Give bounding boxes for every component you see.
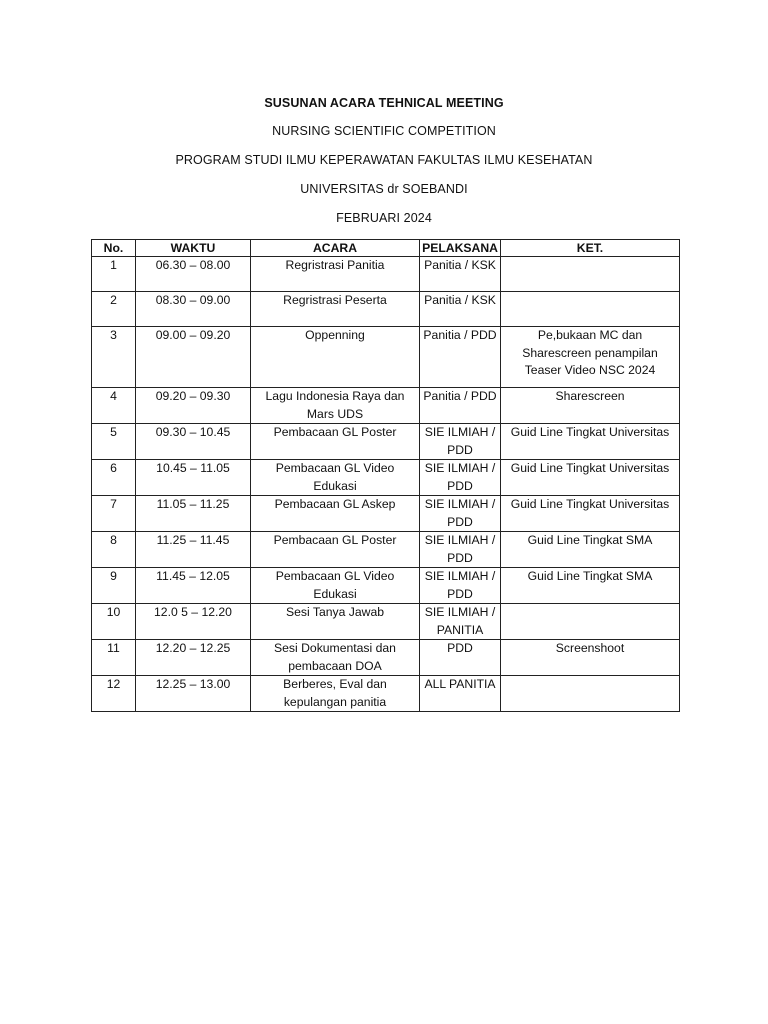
- column-header-waktu: WAKTU: [136, 240, 251, 257]
- cell-no: 7: [92, 496, 136, 532]
- cell-no: 11: [92, 640, 136, 676]
- cell-no: 8: [92, 532, 136, 568]
- column-header-no: No.: [92, 240, 136, 257]
- cell-waktu: 06.30 – 08.00: [136, 257, 251, 292]
- cell-waktu: 12.20 – 12.25: [136, 640, 251, 676]
- cell-pelaksana: Panitia / PDD: [420, 327, 501, 388]
- cell-ket: Guid Line Tingkat Universitas: [501, 424, 680, 460]
- cell-pelaksana: ALL PANITIA: [420, 676, 501, 712]
- schedule-table-body: [92, 257, 680, 712]
- cell-acara: Oppenning: [251, 327, 420, 388]
- table-row: [92, 604, 680, 640]
- table-row: [92, 676, 680, 712]
- cell-acara: Pembacaan GL Video Edukasi: [251, 568, 420, 604]
- table-row: [92, 388, 680, 424]
- cell-acara: Pembacaan GL Askep: [251, 496, 420, 532]
- cell-ket: [501, 676, 680, 712]
- schedule-table: [91, 239, 680, 712]
- cell-acara: Lagu Indonesia Raya dan Mars UDS: [251, 388, 420, 424]
- table-row: [92, 460, 680, 496]
- cell-no: 2: [92, 292, 136, 327]
- cell-pelaksana: Panitia / KSK: [420, 292, 501, 327]
- cell-ket: Screenshoot: [501, 640, 680, 676]
- document-title: SUSUNAN ACARA TEHNICAL MEETING: [264, 96, 504, 110]
- cell-ket: [501, 257, 680, 292]
- cell-waktu: 09.30 – 10.45: [136, 424, 251, 460]
- cell-ket: Guid Line Tingkat Universitas: [501, 496, 680, 532]
- table-header-row: [92, 240, 680, 257]
- document-subtitle-date: FEBRUARI 2024: [336, 211, 432, 225]
- cell-acara: Pembacaan GL Poster: [251, 532, 420, 568]
- cell-no: 3: [92, 327, 136, 388]
- cell-no: 9: [92, 568, 136, 604]
- cell-acara: Regristrasi Panitia: [251, 257, 420, 292]
- column-header-acara: ACARA: [251, 240, 420, 257]
- column-header-pelaksana: PELAKSANA: [420, 240, 501, 257]
- cell-pelaksana: SIE ILMIAH / PDD: [420, 496, 501, 532]
- table-row: [92, 568, 680, 604]
- cell-waktu: 09.00 – 09.20: [136, 327, 251, 388]
- cell-waktu: 11.25 – 11.45: [136, 532, 251, 568]
- cell-ket: Guid Line Tingkat SMA: [501, 568, 680, 604]
- cell-no: 5: [92, 424, 136, 460]
- cell-no: 4: [92, 388, 136, 424]
- cell-pelaksana: SIE ILMIAH / PDD: [420, 532, 501, 568]
- cell-no: 1: [92, 257, 136, 292]
- cell-pelaksana: PDD: [420, 640, 501, 676]
- cell-waktu: 12.0 5 – 12.20: [136, 604, 251, 640]
- cell-pelaksana: SIE ILMIAH / PANITIA: [420, 604, 501, 640]
- cell-acara: Pembacaan GL Poster: [251, 424, 420, 460]
- table-row: [92, 257, 680, 292]
- cell-waktu: 09.20 – 09.30: [136, 388, 251, 424]
- cell-no: 12: [92, 676, 136, 712]
- table-row: [92, 532, 680, 568]
- table-row: [92, 424, 680, 460]
- cell-waktu: 10.45 – 11.05: [136, 460, 251, 496]
- cell-no: 6: [92, 460, 136, 496]
- cell-acara: Berberes, Eval dan kepulangan panitia: [251, 676, 420, 712]
- cell-waktu: 08.30 – 09.00: [136, 292, 251, 327]
- cell-pelaksana: Panitia / PDD: [420, 388, 501, 424]
- document-subtitle-university: UNIVERSITAS dr SOEBANDI: [300, 182, 468, 196]
- column-header-ket: KET.: [501, 240, 680, 257]
- cell-acara: Sesi Tanya Jawab: [251, 604, 420, 640]
- cell-waktu: 12.25 – 13.00: [136, 676, 251, 712]
- document-subtitle-program: PROGRAM STUDI ILMU KEPERAWATAN FAKULTAS ILMU KESEHATAN: [175, 153, 593, 167]
- cell-ket: Pe,bukaan MC dan Sharescreen penampilan Teaser Video NSC 2024: [501, 327, 680, 388]
- table-row: [92, 327, 680, 388]
- table-row: [92, 292, 680, 327]
- table-row: [92, 496, 680, 532]
- cell-ket: [501, 292, 680, 327]
- cell-no: 10: [92, 604, 136, 640]
- cell-ket: Guid Line Tingkat Universitas: [501, 460, 680, 496]
- cell-pelaksana: Panitia / KSK: [420, 257, 501, 292]
- cell-acara: Sesi Dokumentasi dan pembacaan DOA: [251, 640, 420, 676]
- cell-pelaksana: SIE ILMIAH / PDD: [420, 568, 501, 604]
- cell-ket: [501, 604, 680, 640]
- cell-pelaksana: SIE ILMIAH / PDD: [420, 460, 501, 496]
- cell-waktu: 11.05 – 11.25: [136, 496, 251, 532]
- cell-acara: Regristrasi Peserta: [251, 292, 420, 327]
- cell-ket: Sharescreen: [501, 388, 680, 424]
- cell-waktu: 11.45 – 12.05: [136, 568, 251, 604]
- table-row: [92, 640, 680, 676]
- cell-acara: Pembacaan GL Video Edukasi: [251, 460, 420, 496]
- document-subtitle-competition: NURSING SCIENTIFIC COMPETITION: [272, 124, 496, 138]
- cell-pelaksana: SIE ILMIAH / PDD: [420, 424, 501, 460]
- cell-ket: Guid Line Tingkat SMA: [501, 532, 680, 568]
